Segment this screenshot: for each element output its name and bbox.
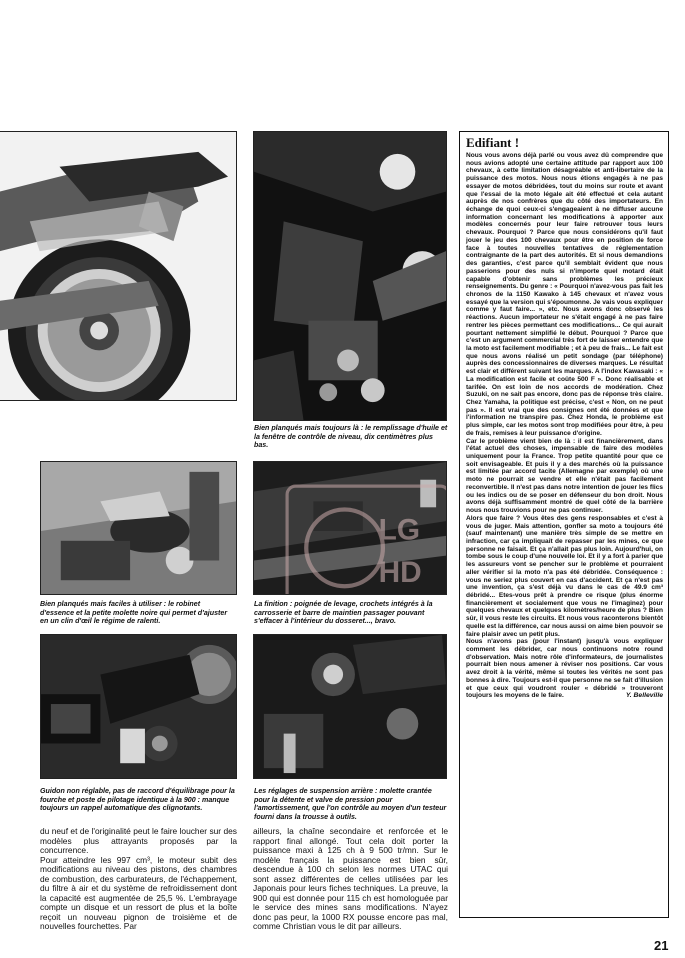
sidebar-paragraph: Car le problème vient bien de là : il est financièrement, dans l'état actuel des choses, impensable de faire des modèles uniquement pour la France. Trop petite quantité pour que ce soit envisageable. Et puis il y a des marchés où la puissance est limitée par accord tacite (Allemagne par exemple) où une moto ne pourrait se vendre et elle n'était pas facilement reconvertible. Il n'est pas dans notre intention de jouer les flics ou les indics ou de se poser en défenseur du bon droit. Nous avons déjà suffisamment montré de quel côté de la barrière nous nous trouvions pour ne pas continuer. <box>466 437 663 515</box>
caption-handlebar: Guidon non réglable, pas de raccord d'équilibrage pour la fourche et poste de pilotage identique à la 900 : manque toujours un rappel automatique des clignotants. <box>40 787 235 813</box>
caption-fuel-tap: Bien planqués mais faciles à utiliser : le robinet d'essence et la petite molette noire qui permet d'ajuster en un clin d'œil le régime de ralenti. <box>40 600 228 626</box>
sidebar-text <box>466 152 663 700</box>
caption-finish: La finition : poignée de levage, crochets intégrés à la carrosserie et barre de maintien passager pouvant s'effacer à l'intérieur du dosseret..., bravo. <box>254 600 433 626</box>
caption-oil-filler: Bien planqués mais toujours là : le remplissage d'huile et la fenêtre de contrôle de niveau, dix centimètres plus bas. <box>254 424 448 450</box>
sidebar-title: Edifiant ! <box>466 135 520 150</box>
caption-suspension: Les réglages de suspension arrière : molette crantée pour la détente et valve de pression pour l'amortissement, que l'on contrôle au moyen d'un testeur fourni dans la trousse à outils. <box>254 787 447 821</box>
page-number: 21 <box>654 938 669 953</box>
body-column-2 <box>253 827 448 932</box>
svg-text:LG: LG <box>378 513 421 547</box>
photo-oil-filler <box>253 131 447 421</box>
sidebar-paragraph: Nous vous avons déjà parlé ou vous avez dû comprendre que nous avions adopté une certaine attitude par rapport aux 100 chevaux, à cette limitation désagréable et anti-libertaire de la puissance des motos. Nous nous étions engagés à ne pas essayer de motos débridées, tout du moins sur route et avant que l'essai de la moto légale ait été effectué et cela autant auprès de nos confrères que du côté des importateurs. En échange de quoi ceux-ci s'engageaient à ne diffuser aucune information concernant les modifications à apporter aux modèles concernés pour leur faire retrouver tous leurs chevaux. Pourquoi ? Parce que nous considérons qu'il faut jouer le jeu des 100 chevaux pour être en position de force face à toutes nouvelles tentatives de réglementation contraignante de la part des autorités. Et si nous demandions des garanties, c'est parce qu'il semblait évident que nous passerions pour des nuls si n'importe quel motard était capable d'obtenir sans problèmes les précieux renseignements. Du genre : « Pourquoi n'avez-vous pas fait les chronos de la 1150 Kawako à 145 chevaux et n'avez vous essayé que la version qui s'époumonne. Je vais vous expliquer comme y faut faire... », etc. Nous avons donc observé les réactions. Aucun importateur ne s'était engagé à ne pas faire rentrer les pièces permettant ces modifications... Ce qui aurait pourtant nettement simplifié le début. Pourquoi ? Parce que c'est un argument commercial très fort de laisser entendre que la moto est facilement modifiable ; et à peu de frais... Le fait est que nous avons réalisé un petit sondage (par téléphone) auprès des concessionnaires de diverses marques. Le résultat est clair et différent suivant les marques. A l'index Kawasaki : « La modification est facile et coûte 500 F ». Donc réalisable et tarifée. On est loin de nos accords de modération. Chez Suzuki, on ne sait pas encore, donc pas de réponse très claire. Chez Yamaha, la politique est précise, c'est « Non, on ne peut pas ». Il est vrai que des consignes ont été données et que l'information ne transpire pas. Chez Honda, le problème est plus simple, car les motos sont trop modifiées pour être, à peu de frais, remises à leur puissance d'origine. <box>466 152 663 437</box>
sidebar-paragraph: Alors que faire ? Vous êtes des gens responsables et c'est à vous de juger. Mais attention, gonfler sa moto a toujours été (sauf maintenant) une manière très simple de se mettre en infraction, car ça impliquait de repasser par les mines, ce que personne ne faisait. Et ça n'allait pas plus loin. Aujourd'hui, on tombe sous le coup d'une nouvelle loi. Et il y a fort à parier que les assureurs vont se pencher sur le problème et pourraient aller vérifier si la moto n'a pas été débridée. Conséquence : vous ne seriez plus couvert en cas d'accident. Et ça n'est pas une invention, ça s'est déjà vu dans le cas de 49.9 cm³ débridé... Etes-vous prêt à prendre ce risque (plus énorme financièrement et socialement que vous ne l'imaginez) pour quelques chevaux et quelques kilomètres/heure de plus ? Bien sûr, il vous reste les circuits. Et nous vous raconterons bientôt quelle est la différence, car nous aussi on aime bien pouvoir se faire plaisir avec un petit plus. <box>466 514 663 638</box>
body-paragraph: Pour atteindre les 997 cm³, le moteur subit des modifications au niveau des pistons, des chambres de combustion, des carburateurs, de l'échappement, du filtre à air et du système de refroidissement dont la capacité est augmentée de 25,5 %. L'embrayage compte un disque et un ressort de plus et la boîte reçoit un nouveau pignon de troisième et de nouvelles fourchettes. Par <box>40 854 237 932</box>
photo-rear-wheel <box>0 131 237 401</box>
watermark-logo <box>272 484 447 595</box>
sidebar-paragraph: Nous n'avons pas (pour l'instant) jusqu'à vous expliquer comment les débrider, car nous continuons notre round d'observation. Mais notre rôle d'informateurs, de journalistes pourrait bien nous amener à réviser nos positions. Car vous avez droit à la vérité, même si toutes les vérités ne sont pas bonnes à dire. Toujours est-il que personne ne se fait d'illusion et que ceux qui voudront rouler « débridé » trouveront toujours les moyens de le faire. <box>466 638 663 700</box>
svg-text:HD: HD <box>378 555 422 589</box>
body-column-1 <box>40 827 237 932</box>
sidebar-box <box>459 131 669 918</box>
body-paragraph: du neuf et de l'originalité peut le faire loucher sur des modèles plus attrayants proposés par la concurrence. <box>40 826 237 856</box>
photo-handlebar <box>40 634 237 779</box>
photo-finish <box>253 461 447 595</box>
photo-suspension <box>253 634 447 779</box>
body-paragraph: ailleurs, la chaîne secondaire et renforcée et le rapport final allongé. Tout cela doit porter la puissance maxi à 125 ch à 9 500 tr/mn. Sur le modèle français la puissance est bien sûr, descendue à 100 ch selon les normes UTAC qui sont assez différentes de celles utilisées par les Japonais pour leurs fiches techniques. La preuve, la 900 qui est donnée pour 115 ch est homologuée par le service des mines sans modifications. N'ayez donc pas peur, la 1000 RX pousse encore pas mal, comme Christian vous le dit par ailleurs. <box>253 826 448 932</box>
photo-fuel-tap <box>40 461 237 595</box>
sidebar-signature: Y. Belleville <box>625 692 663 700</box>
